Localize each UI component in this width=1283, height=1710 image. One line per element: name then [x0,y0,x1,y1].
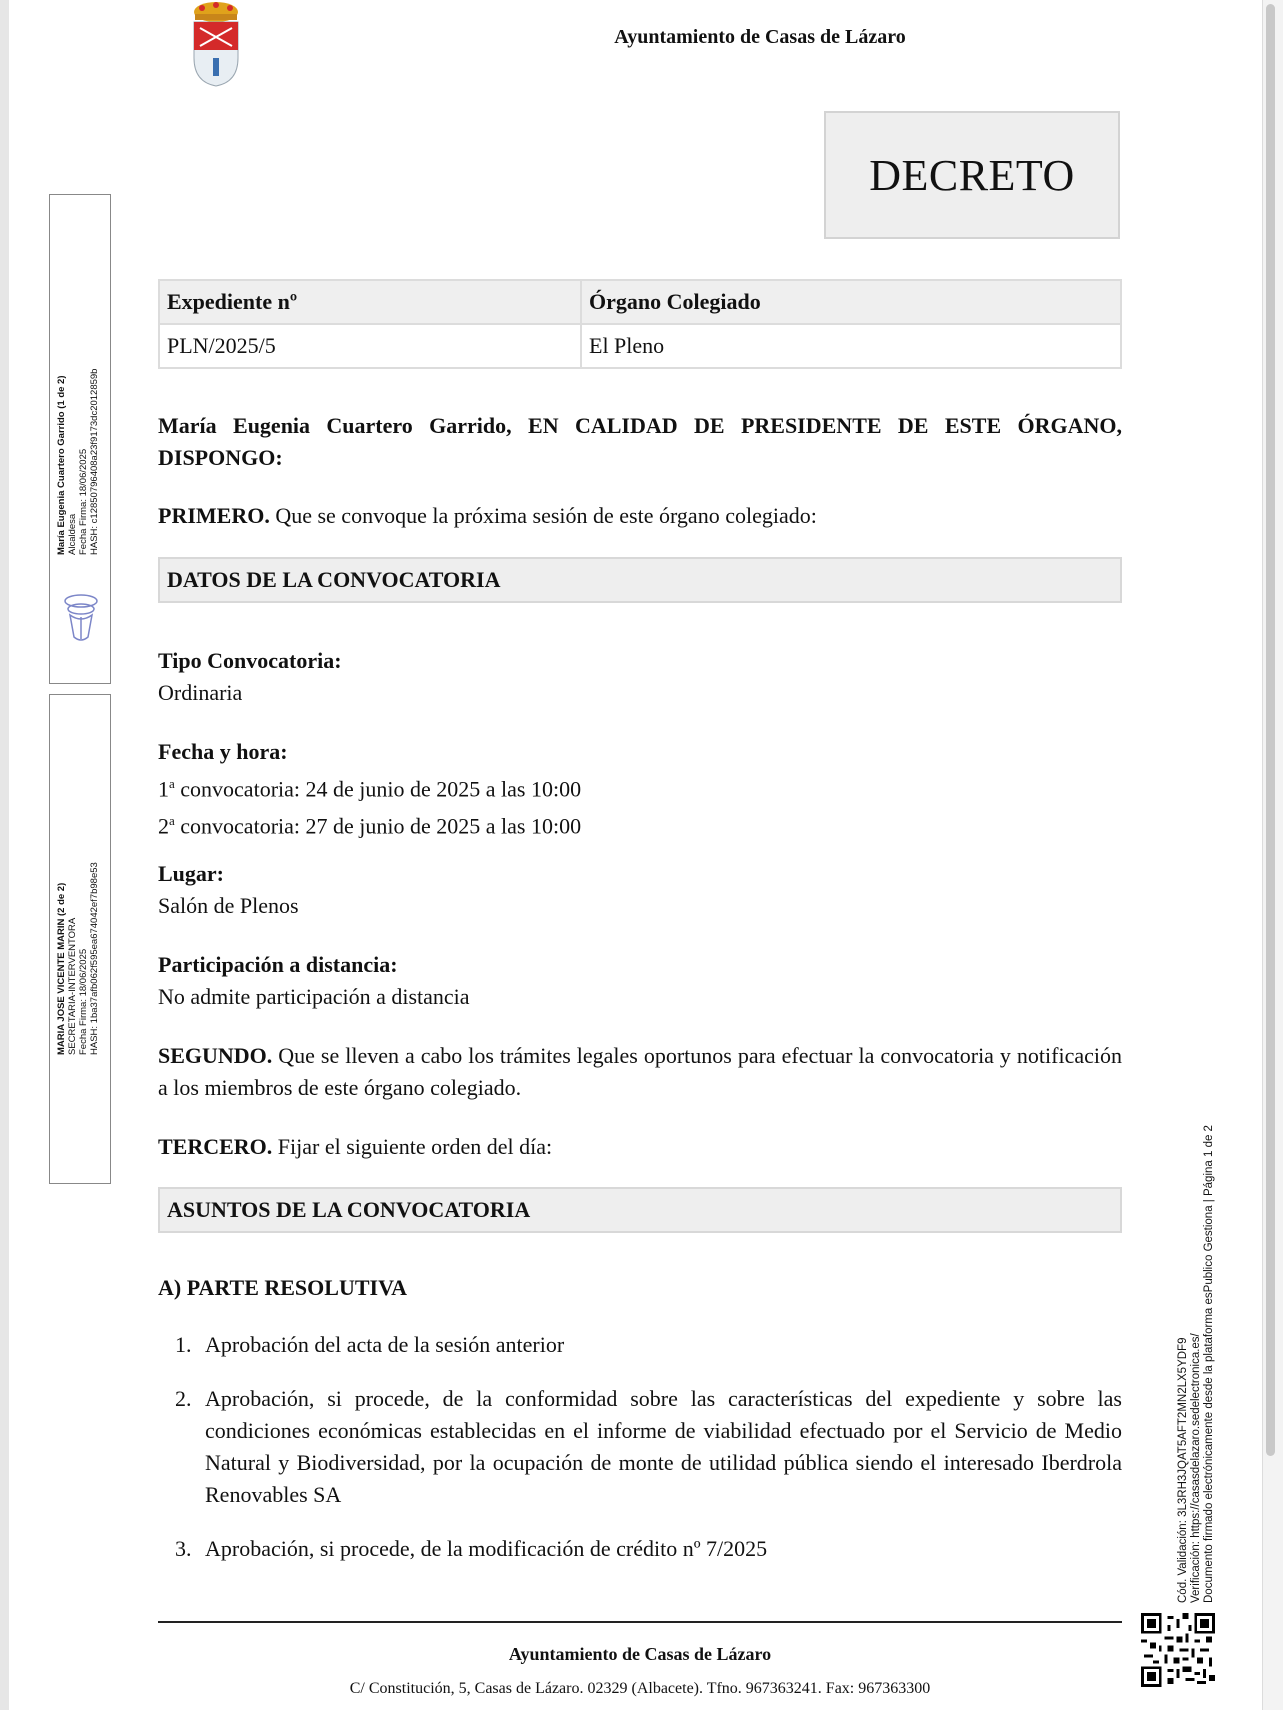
second-call-text: convocatoria: 27 de junio de 2025 a las 10:00 [174,813,582,839]
table-header-cell: Expediente nº [159,280,581,324]
signature-date: Fecha Firma: 18/06/2025 [78,948,89,1055]
document-type-box [824,111,1120,239]
item-text: Aprobación, si procede, de la conformidad sobre las características del expediente y sobre las condiciones económicas establecidas en el informe de viabilidad efectuado por el Servicio de Medio Natural y Biodiversidad, por la ocupación de monte de utilidad pública siendo el interesado Iberdrola Renovables SA [205,1386,1122,1507]
tercero-paragraph [158,1131,1122,1163]
ordinal-number: 2 [158,813,169,839]
primero-paragraph [158,500,1122,532]
verification-url[interactable]: Verificación: https://casasdelazaro.sedelectronica.es/ [1190,1333,1202,1603]
signature-emblem-icon [62,593,100,645]
intro-text: EN CALIDAD DE PRESIDENTE DE ESTE ÓRGANO, DISPONGO: [158,413,1122,470]
table-header-row [159,280,1121,324]
president-name: María Eugenia Cuartero Garrido, [158,413,512,438]
signature-text [56,862,100,1055]
signer-role: SECRETARIA-INTERVENTORA [67,917,78,1055]
table-cell: El Pleno [581,324,1121,368]
ordinal-suffix: a [169,813,175,829]
section-header-asuntos: ASUNTOS DE LA CONVOCATORIA [158,1187,1122,1233]
signature-text [56,369,100,555]
participacion-distancia [158,949,1122,1013]
footer-title: Ayuntamiento de Casas de Lázaro [508,1644,772,1664]
list-item [158,1383,1122,1511]
agenda-list [158,1329,1122,1587]
segundo-text: Que se lleven a cabo los trámites legales oportunos para efectuar la convocatoria y notificación a los miembros de este órgano colegiado. [158,1043,1122,1100]
field-label: Participación a distancia: [158,952,398,977]
table-cell: PLN/2025/5 [159,324,581,368]
document-type-label: DECRETO [869,150,1075,200]
page-left-edge [0,0,9,1710]
field-label: Fecha y hora: [158,739,288,764]
field-label: Lugar: [158,861,224,886]
list-item [158,1329,1122,1361]
field-value: Ordinaria [158,680,243,705]
signature-stamp-1 [49,194,111,684]
fecha-hora [158,736,1122,843]
signer-name: María Eugenia Cuartero Garrido (1 de 2) [56,375,67,555]
item-text: Aprobación, si procede, de la modificación de crédito nº 7/2025 [205,1536,768,1561]
item-number: 1. [175,1332,192,1357]
table-header-cell: Órgano Colegiado [581,280,1121,324]
item-number: 2. [175,1386,192,1411]
tercero-label: TERCERO. [158,1134,273,1159]
item-number: 3. [175,1536,192,1561]
primero-text: Que se convoque la próxima sesión de este órgano colegiado: [269,503,817,528]
tipo-convocatoria [158,645,1122,709]
validation-code: Cód. Validación: 3L3RH3JQAT5AFT2MN2LX5YDF9 [1177,1337,1189,1603]
field-label: Tipo Convocatoria: [158,648,342,673]
signer-role: Alcaldesa [67,513,78,555]
primero-label: PRIMERO. [158,503,270,528]
field-value: Salón de Plenos [158,893,299,918]
scrollbar-thumb[interactable] [1266,4,1275,1456]
first-call-text: convocatoria: 24 de junio de 2025 a las 10:00 [174,776,582,802]
list-item [158,1533,1122,1565]
signature-stamp-2 [49,694,111,1184]
item-text: Aprobación del acta de la sesión anterior [205,1332,565,1357]
ordinal-suffix: a [169,776,175,791]
first-call-line [158,768,1122,805]
header-title: Ayuntamiento de Casas de Lázaro [614,26,906,48]
signature-hash: HASH: 1ba37afb062f595ea674042ef7b98e53 [89,862,100,1055]
table-row [159,324,1121,368]
lugar [158,858,1122,922]
section-header-datos: DATOS DE LA CONVOCATORIA [158,557,1122,603]
footer-divider [158,1621,1122,1623]
parte-resolutiva-heading: A) PARTE RESOLUTIVA [158,1275,408,1300]
platform-note: Documento firmado electrónicamente desde la plataforma esPublico Gestiona | Página 1 de 2 [1203,1125,1215,1603]
ordinal-number: 1 [158,776,169,802]
second-call-line [158,805,1122,842]
expediente-table [158,279,1122,369]
signature-date: Fecha Firma: 18/06/2025 [78,448,89,555]
validation-block [1177,1125,1216,1603]
intro-paragraph [158,410,1122,474]
tercero-text: Fijar el siguiente orden del día: [272,1134,553,1159]
municipal-crest-logo [186,0,246,88]
signature-hash: HASH: c12850796408a23f9173dc2012859b [89,368,100,555]
qr-code-icon [1141,1613,1215,1687]
segundo-label: SEGUNDO. [158,1043,273,1068]
signer-name: MARIA JOSE VICENTE MARIN (2 de 2) [56,882,67,1055]
segundo-paragraph [158,1040,1122,1104]
footer-address: C/ Constitución, 5, Casas de Lázaro. 02329 (Albacete). Tfno. 967363241. Fax: 967363300 [349,1680,931,1697]
field-value: No admite participación a distancia [158,984,470,1009]
